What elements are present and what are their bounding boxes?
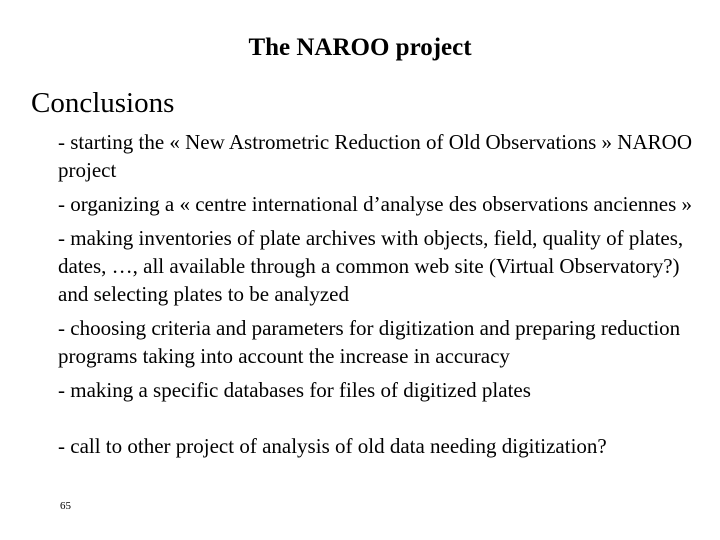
bullet-item: - choosing criteria and parameters for digitization and preparing reduction programs taking into account the increase in accuracy — [58, 316, 681, 368]
bullet-item: - making a specific databases for files of digitized plates — [58, 378, 531, 402]
bullet-list — [58, 128, 698, 466]
bullet-item: - making inventories of plate archives with objects, field, quality of plates, dates, …, all available through a common web site (Virtual Observatory?) and selecting plates to be analyzed — [58, 226, 684, 306]
bullet-item: - starting the « New Astrometric Reduction of Old Observations » NAROO project — [58, 130, 692, 182]
slide-number: 65 — [60, 500, 71, 512]
bullet-item: - call to other project of analysis of old data needing digitization? — [58, 434, 607, 458]
bullet-item: - organizing a « centre international d’analyse des observations anciennes » — [58, 192, 693, 216]
section-heading: Conclusions — [31, 87, 175, 119]
slide-title: The NAROO project — [248, 34, 472, 61]
